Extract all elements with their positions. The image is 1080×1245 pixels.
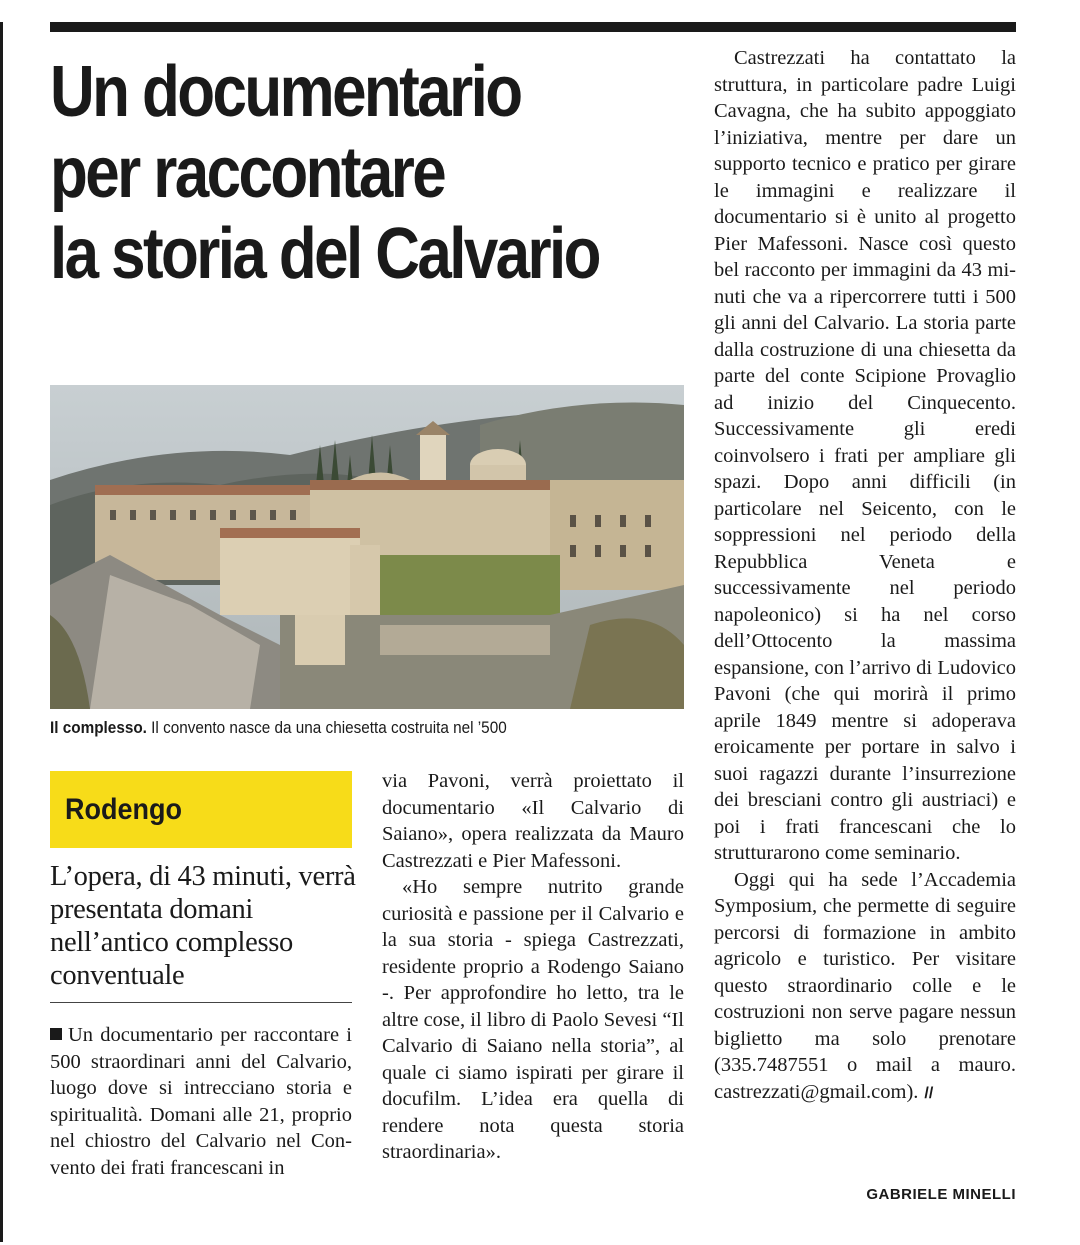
kicker-label: Rodengo — [65, 793, 182, 826]
photo-caption — [50, 718, 626, 738]
article-column-1 — [50, 1022, 352, 1181]
left-margin-rule — [0, 22, 3, 1242]
article-paragraph — [50, 1022, 352, 1181]
article-paragraph: «Ho sempre nutrito grande curiosità e passione per il Calvario e la sua storia - spiega Castrezzati, residente proprio a Rodengo Saiano -. Per approfondire ho letto, tra le altre cose, il libro di Paolo Sevesi “Il Calvario di Saiano nella storia”, al quale ci siamo ispirati per girare il docufilm. L’idea era quella di rendere nota questa storia straordinaria». — [382, 876, 684, 1163]
article-paragraph: Castrezzati ha contattato la struttura, in particolare padre Luigi Cavagna, che ha subito appoggiato l’iniziativa, mentre per dare un supporto tecnico e pratico per girare le immagini e realizzare il documentario si è unito al progetto Pier Mafessoni. Nasce così questo bel racconto per immagini da 43 minuti che va a ripercorrere tutti i 500 gli anni del Calvario. La storia parte dalla costruzione di una chiesetta da parte del conte Scipione Provaglio ad inizio del Cinquecento. Successivamente gli eredi coinvolsero i frati per ampliare gli spazi. Dopo anni difficili (in particolare nel Seicento, con le soppressioni nel periodo della Repubblica Veneta e successivamente nel periodo napoleonico) si ha nel corso dell’Ottocento la massima espansione, con l’arrivo di Ludovico Pavoni (che qui morirà il primo aprile 1849 mentre si adoperava eroicamente per portare in salvo i suoi ragazzi durante l’insurrezione dei bresciani contro gli austriaci) e poi i frati francescani che lo strutturarono come seminario. — [714, 47, 1016, 864]
col3-p2-text: Oggi qui ha sede l’Accademia Symposium, che permette di seguire percorsi di formazione in ambito agricolo e turistico. Per visitare questo straordinario colle e le costruzioni non serve pagare nessun biglietto ma solo prenotare (335.7487551 o mail a mauro. castrezzati@gmail.com). — [714, 868, 1016, 1103]
subhead-rule — [50, 1002, 352, 1003]
article-paragraph: via Pavoni, verrà proiettato il documentario «Il Calvario di Saiano», opera realizzata da Mauro Castrezzati e Pier Mafessoni. — [382, 770, 684, 872]
article-column-3 — [714, 45, 1016, 1107]
headline — [50, 52, 609, 295]
subheadline: L’opera, di 43 minuti, verrà presentata domani nell’antico complesso conventuale — [50, 861, 356, 991]
article-column-2 — [382, 768, 684, 1166]
end-mark: // — [924, 1084, 934, 1102]
lead-square-icon — [50, 1028, 62, 1040]
caption-text: Il convento nasce da una chiesetta costruita nel ’500 — [146, 718, 507, 737]
caption-label: Il complesso. — [50, 718, 147, 737]
article-paragraph — [714, 867, 1016, 1108]
top-rule — [50, 22, 1016, 32]
convent-photo — [50, 385, 684, 709]
headline-line-1: Un documentario — [50, 52, 521, 132]
author-byline: GABRIELE MINELLI — [866, 1186, 1016, 1203]
col1-text: Un documentario per raccontare i 500 straordinari anni del Calvario, luogo dove si intrecciano storia e spiritualità. Domani alle 21, proprio nel chiostro del Calvario nel Convento dei frati francescani in — [50, 1024, 352, 1179]
location-kicker — [50, 771, 352, 848]
headline-line-2: per raccontare — [50, 133, 445, 213]
headline-line-3: la storia del Calvario — [50, 214, 599, 294]
